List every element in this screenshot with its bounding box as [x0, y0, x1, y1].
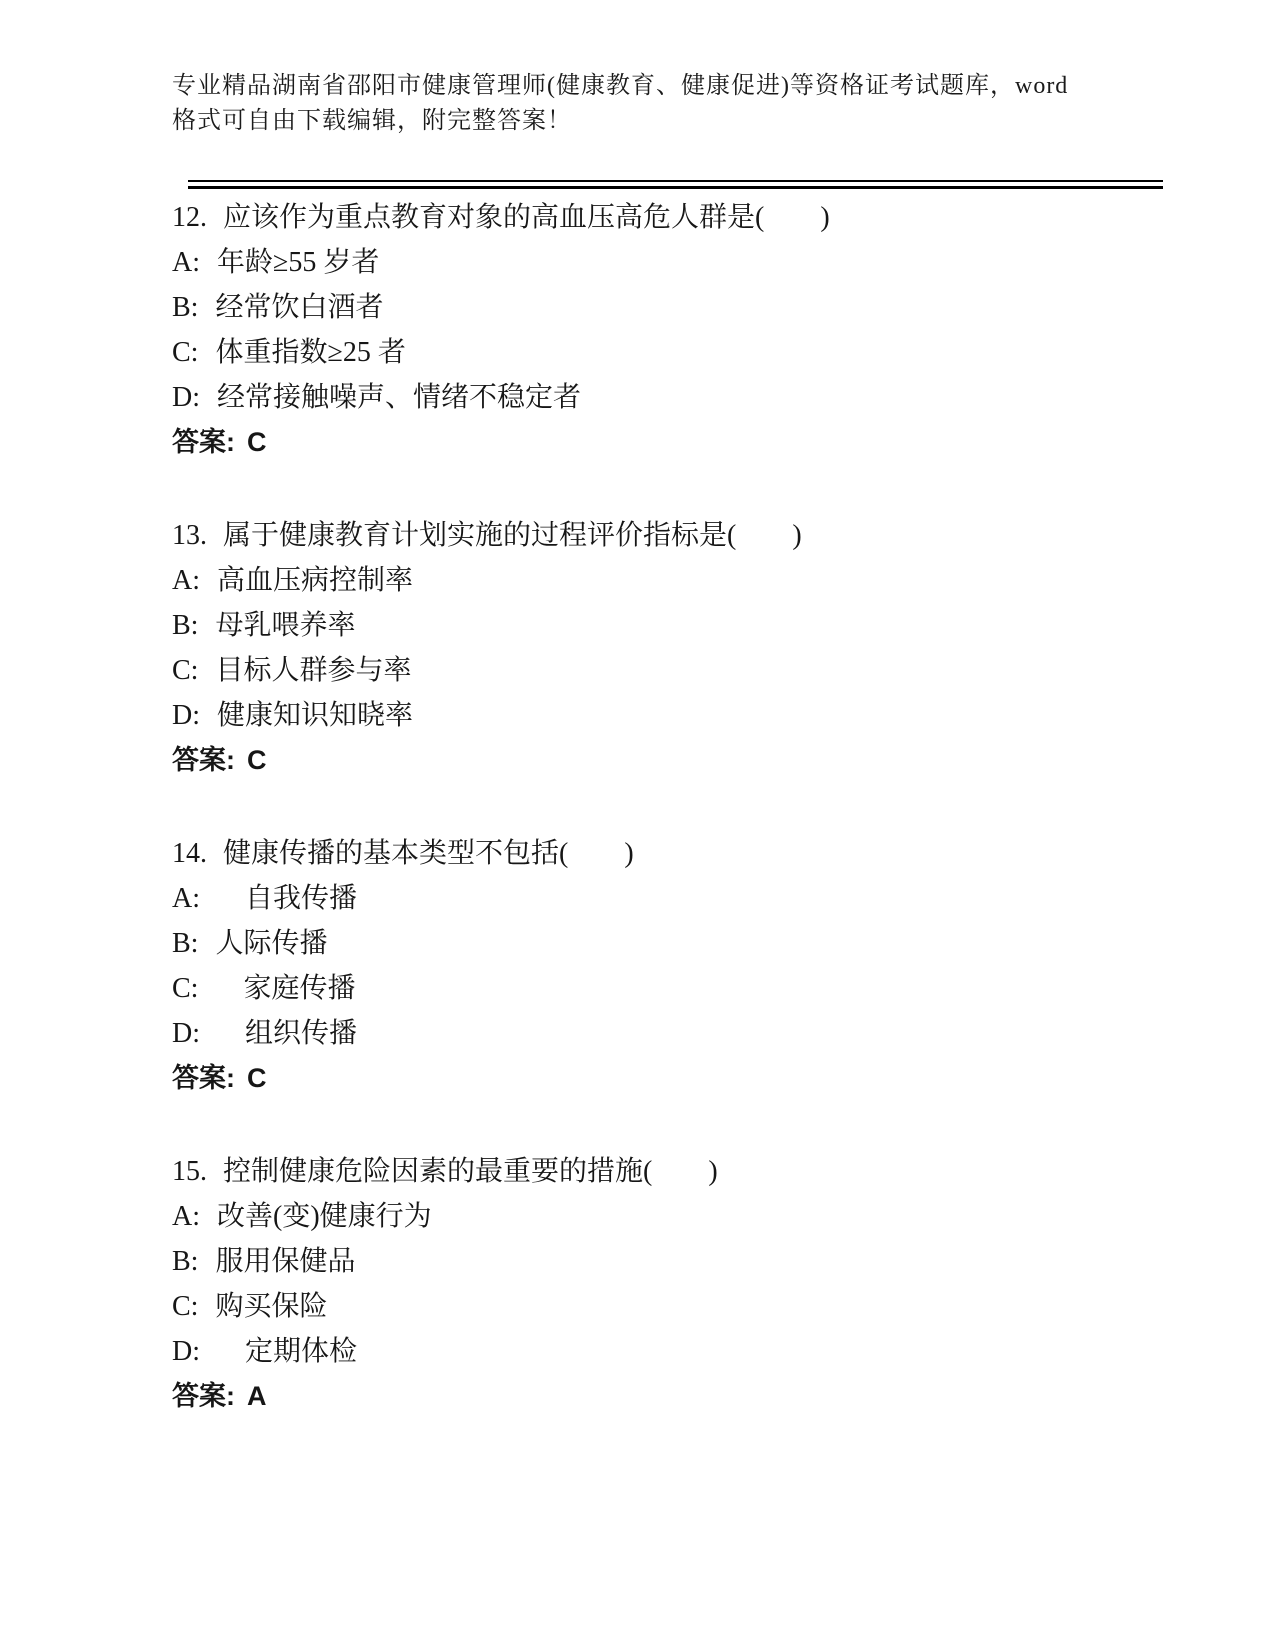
option-row: [172, 1284, 1175, 1329]
option-text: 目标人群参与率: [215, 655, 412, 686]
question-block-13: [172, 513, 1175, 783]
question-block-12: [172, 195, 1175, 465]
option-text: 自我传播: [217, 883, 358, 914]
option-text: 人际传播: [215, 928, 328, 959]
answer-label: 答案:: [172, 745, 235, 775]
option-row: [172, 240, 1175, 285]
option-text: 健康知识知晓率: [217, 700, 414, 731]
option-text: 年龄≥55 岁者: [217, 247, 380, 278]
option-label: C:: [172, 655, 199, 686]
question-stem: 属于健康教育计划实施的过程评价指标是( ): [223, 520, 802, 551]
option-text: 高血压病控制率: [217, 565, 414, 596]
option-label: A:: [172, 883, 200, 914]
option-text: 组织传播: [217, 1018, 358, 1049]
question-stem-row: [172, 195, 1175, 240]
option-text: 家庭传播: [215, 973, 356, 1004]
option-label: B:: [172, 292, 199, 323]
question-list: [172, 195, 1175, 1419]
option-text: 母乳喂养率: [215, 610, 356, 641]
option-label: D:: [172, 382, 200, 413]
answer-label: 答案:: [172, 1381, 235, 1411]
option-row: [172, 1194, 1175, 1239]
question-stem: 应该作为重点教育对象的高血压高危人群是( ): [223, 202, 830, 233]
option-label: C:: [172, 337, 199, 368]
answer-row: [172, 1374, 1175, 1419]
option-label: D:: [172, 700, 200, 731]
answer-value: C: [247, 745, 267, 775]
option-text: 经常接触噪声、情绪不稳定者: [217, 382, 582, 413]
question-number: 13.: [172, 520, 207, 551]
answer-row: [172, 738, 1175, 783]
option-row: [172, 1329, 1175, 1374]
question-block-14: [172, 831, 1175, 1101]
option-label: C:: [172, 1291, 199, 1322]
question-stem-row: [172, 513, 1175, 558]
question-number: 12.: [172, 202, 207, 233]
option-label: B:: [172, 610, 199, 641]
header-line-1: 专业精品湖南省邵阳市健康管理师(健康教育、健康促进)等资格证考试题库，word: [172, 73, 1069, 99]
option-label: A:: [172, 247, 200, 278]
option-text: 改善(变)健康行为: [217, 1201, 432, 1232]
option-label: C:: [172, 973, 199, 1004]
question-number: 14.: [172, 838, 207, 869]
question-stem: 控制健康危险因素的最重要的措施( ): [223, 1156, 718, 1187]
option-row: [172, 876, 1175, 921]
option-row: [172, 921, 1175, 966]
question-block-15: [172, 1149, 1175, 1419]
option-row: [172, 693, 1175, 738]
option-row: [172, 375, 1175, 420]
option-text: 体重指数≥25 者: [215, 337, 406, 368]
option-label: D:: [172, 1336, 200, 1367]
option-label: A:: [172, 565, 200, 596]
answer-label: 答案:: [172, 1063, 235, 1093]
option-row: [172, 558, 1175, 603]
answer-label: 答案:: [172, 427, 235, 457]
question-stem-row: [172, 831, 1175, 876]
answer-row: [172, 420, 1175, 465]
option-label: B:: [172, 928, 199, 959]
option-row: [172, 1239, 1175, 1284]
question-stem-row: [172, 1149, 1175, 1194]
header-line-2: 格式可自由下载编辑，附完整答案！: [172, 108, 572, 134]
option-label: B:: [172, 1246, 199, 1277]
answer-value: A: [247, 1381, 267, 1411]
answer-row: [172, 1056, 1175, 1101]
option-row: [172, 285, 1175, 330]
option-row: [172, 603, 1175, 648]
answer-value: C: [247, 1063, 267, 1093]
option-row: [172, 330, 1175, 375]
option-row: [172, 966, 1175, 1011]
answer-value: C: [247, 427, 267, 457]
option-row: [172, 1011, 1175, 1056]
question-stem: 健康传播的基本类型不包括( ): [223, 838, 634, 869]
question-number: 15.: [172, 1156, 207, 1187]
header-divider-double-rule: [188, 180, 1163, 189]
option-text: 购买保险: [215, 1291, 328, 1322]
option-label: D:: [172, 1018, 200, 1049]
option-text: 定期体检: [217, 1336, 358, 1367]
option-text: 服用保健品: [215, 1246, 356, 1277]
header-text: [172, 69, 1175, 139]
option-text: 经常饮白酒者: [215, 292, 384, 323]
option-label: A:: [172, 1201, 200, 1232]
option-row: [172, 648, 1175, 693]
